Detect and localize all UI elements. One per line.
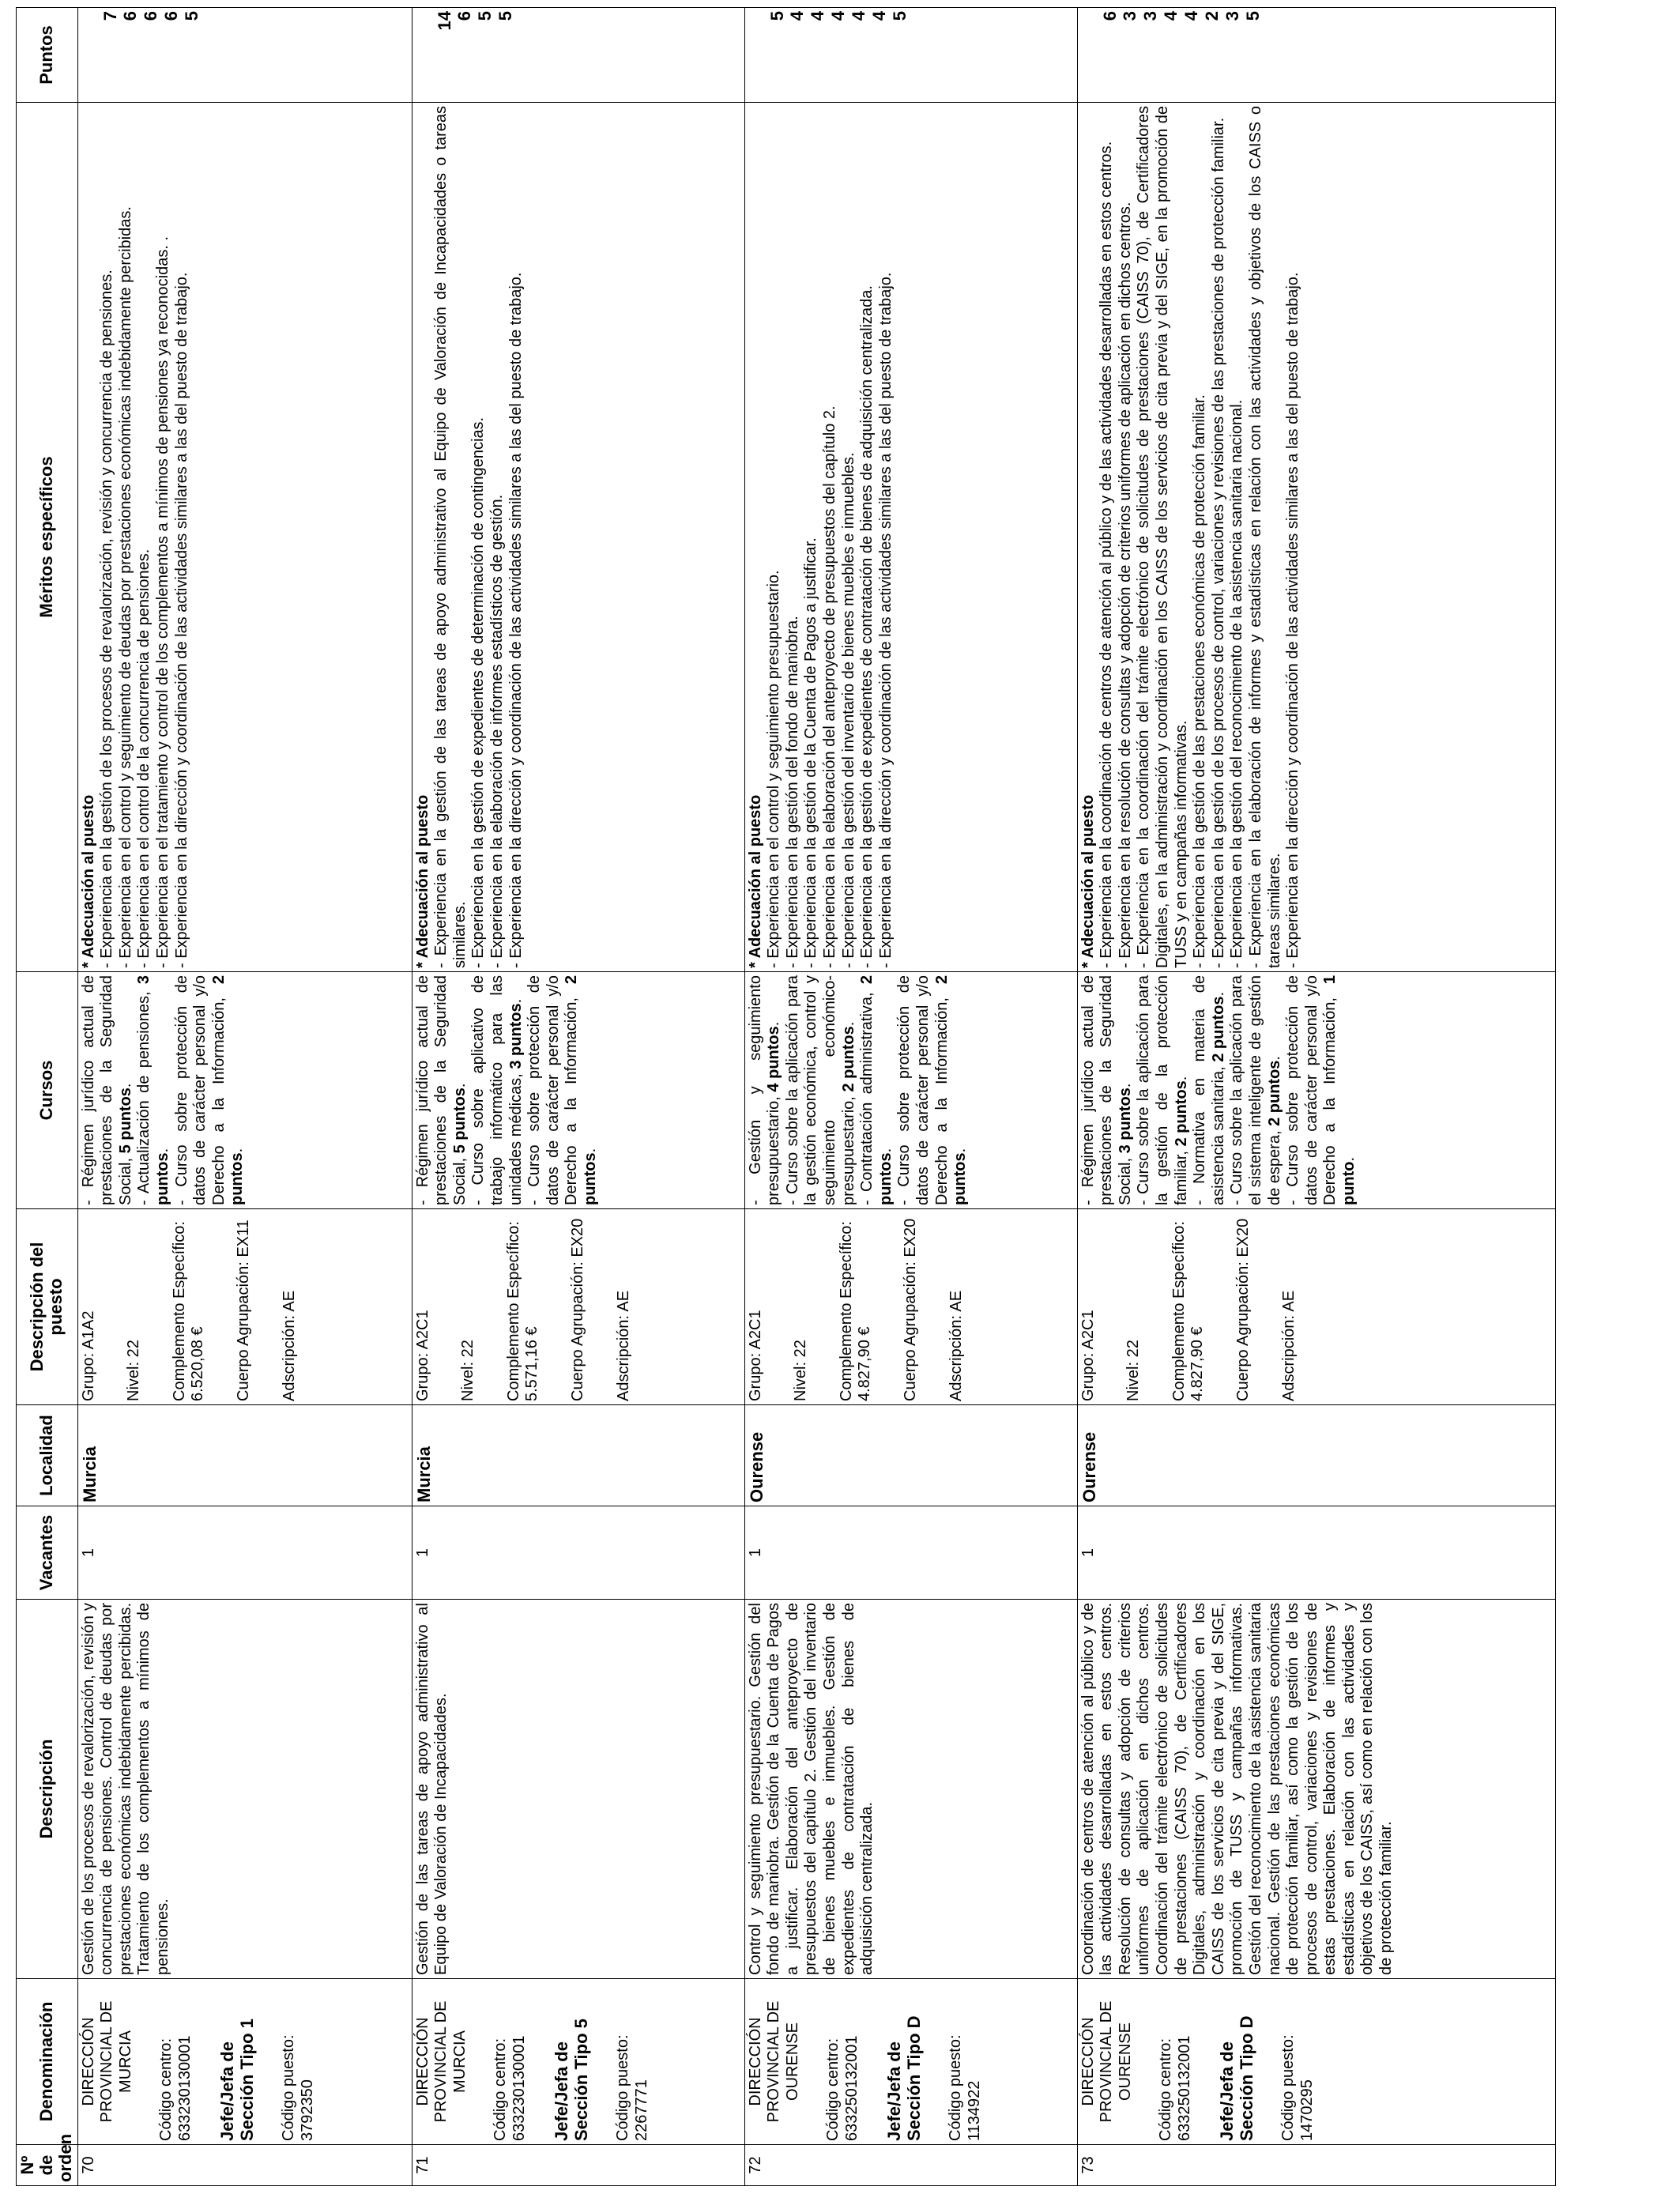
denominacion-codigo-puesto: Código puesto: 1134922 xyxy=(947,2034,984,2141)
merito-item: - Experiencia en la elaboración del anteproyecto de presupuestos del capítulo 2. xyxy=(820,405,838,968)
curso-puntos: 4 puntos xyxy=(765,1026,783,1092)
puesto-grupo: Grupo: A1A2 xyxy=(79,1310,97,1401)
curso-puntos: 3 puntos xyxy=(1116,1088,1134,1154)
curso-item xyxy=(469,975,525,1205)
cell-meritos xyxy=(77,103,412,972)
header-vacantes: Vacantes xyxy=(17,1506,78,1600)
merito-item: - Experiencia en la dirección y coordinación de las actividades similares a las del puesto de trabajo. xyxy=(172,272,190,968)
table-row xyxy=(744,8,1077,2186)
curso-end: . xyxy=(1116,1083,1134,1088)
denominacion-organismo: DIRECCIÓN PROVINCIAL DE MURCIA xyxy=(79,2000,134,2123)
curso-puntos: 2 puntos xyxy=(932,975,970,1205)
curso-text: - Curso sobre protección de datos de carácter personal y/o Derecho a la Información, xyxy=(1284,975,1339,1205)
header-descripcion-puesto: Descripción del puesto xyxy=(17,1209,78,1405)
puntos-value: 5 xyxy=(890,11,910,21)
puntos-value: 14 xyxy=(434,11,454,31)
merito-item: - Experiencia en la gestión del reconocimiento de la asistencia sanitaria nacional. xyxy=(1228,399,1246,968)
curso-end: . xyxy=(765,1021,783,1027)
puesto-cuerpo: Cuerpo Agrupación: EX20 xyxy=(901,1218,919,1401)
merito-item: - Experiencia en la dirección y coordinación de las actividades similares a las del puesto de trabajo. xyxy=(507,272,525,968)
curso-end: . xyxy=(507,998,525,1004)
puntos-value: 5 xyxy=(767,11,787,21)
curso-item xyxy=(1284,975,1358,1205)
curso-puntos: 2 puntos xyxy=(839,1026,857,1092)
cell-localidad: Murcia xyxy=(77,1405,412,1506)
curso-puntos: 2 puntos xyxy=(1265,1060,1283,1126)
puesto-adscripcion: Adscripción: AE xyxy=(947,1290,965,1401)
puesto-nivel: Nivel: 22 xyxy=(459,1340,477,1401)
plazas-table xyxy=(16,7,1556,2186)
curso-puntos: 1 punto xyxy=(1321,975,1358,1205)
cell-meritos xyxy=(744,103,1077,972)
puesto-cuerpo: Cuerpo Agrupación: EX11 xyxy=(234,1220,252,1401)
puesto-grupo: Grupo: A2C1 xyxy=(746,1310,764,1401)
cell-vacantes: 1 xyxy=(77,1506,412,1600)
curso-item xyxy=(525,975,600,1205)
meritos-title: * Adecuación al puesto xyxy=(1079,794,1097,968)
puntos-value: 4 xyxy=(1181,11,1202,21)
puesto-grupo: Grupo: A2C1 xyxy=(1079,1310,1097,1401)
curso-item xyxy=(135,975,172,1205)
curso-text: - Régimen jurídico actual de prestaciones de la Seguridad Social, xyxy=(1079,975,1134,1205)
denominacion-codigo-puesto: Código puesto: 3792350 xyxy=(280,2034,317,2141)
curso-end: . xyxy=(153,1148,171,1153)
puntos-value: 3 xyxy=(1120,11,1140,21)
curso-item xyxy=(1228,975,1284,1205)
puntos-value: 3 xyxy=(1140,11,1161,21)
table-row xyxy=(412,8,744,2186)
curso-puntos: 2 puntos xyxy=(563,975,599,1205)
cell-descripcion-puesto xyxy=(744,1209,1077,1405)
puesto-nivel: Nivel: 22 xyxy=(1124,1340,1143,1401)
puntos-value: 4 xyxy=(1161,11,1181,21)
curso-text: - Curso sobre la aplicación para la gestión de la protección familiar, xyxy=(1135,975,1190,1205)
denominacion-organismo: DIRECCIÓN PROVINCIAL DE OURENSE xyxy=(746,2000,801,2123)
cell-orden: 70 xyxy=(77,2145,412,2186)
cell-orden: 72 xyxy=(744,2145,1077,2186)
curso-item xyxy=(80,975,136,1205)
rotated-table-wrapper xyxy=(16,8,1494,2186)
curso-text: - Gestión y seguimiento presupuestario, xyxy=(746,975,783,1205)
curso-puntos: 2 puntos xyxy=(1209,996,1227,1062)
denominacion-puesto: Jefe/Jefa de Sección Tipo D xyxy=(883,2015,925,2141)
header-localidad: Localidad xyxy=(17,1405,78,1506)
cell-puntos xyxy=(744,8,1077,103)
puntos-spacer xyxy=(747,11,767,99)
cell-denominacion xyxy=(77,1979,412,2145)
merito-item: - Experiencia en la elaboración de informes y estadísticas en relación con las actividades y objetivos de los CAISS o tareas similares. xyxy=(1246,106,1283,968)
cell-descripcion-puesto xyxy=(1077,1209,1555,1405)
cell-vacantes: 1 xyxy=(1077,1506,1555,1600)
merito-item: - Experiencia en la gestión de expedientes de contratación de bienes de adquisición centralizada. xyxy=(858,285,876,968)
curso-puntos: 2 puntos xyxy=(209,975,247,1205)
cell-localidad: Ourense xyxy=(744,1405,1077,1506)
cell-descripcion: Coordinación de centros de atención al público y de las actividades desarrolladas en estos centros. Resolución de consultas y adopción de criterios uniformes de aplicación en dichos centros. Coordinación del trámite electrónico de solicitudes de prestaciones (CAISS 70), de Certificadores Digitales, administración y coordinación en los CAISS de los servicios de cita previa y del SIGE, promoción de TUSS y campañas informativas. Gestión del reconocimiento de la asistencia sanitaria nacional. Gestión de las prestaciones económicas de protección familiar, así como la gestión de los procesos de control, variaciones y revisiones de estas prestaciones. Elaboración de informes y estadísticas en relación con las actividades y objetivos de los CAISS, así como en relación con los de protección familiar. xyxy=(1077,1600,1555,1979)
cell-orden: 71 xyxy=(412,2145,744,2186)
puntos-value: 5 xyxy=(182,11,202,21)
denominacion-puesto: Jefe/Jefa de Sección Tipo 5 xyxy=(551,2019,592,2141)
cell-descripcion: Control y seguimiento presupuestario. Gestión del fondo de maniobra. Gestión de la Cuenta de Pagos a justificar. Elaboración del anteproyecto de presupuestos del capítulo 2. Gestión del inventario de bienes muebles e inmuebles. Gestión de expedientes de contratación de bienes de adquisición centralizada. xyxy=(744,1600,1077,1979)
curso-item xyxy=(1191,975,1228,1205)
puntos-value: 6 xyxy=(1099,11,1120,21)
cell-cursos xyxy=(412,972,744,1209)
denominacion-puesto: Jefe/Jefa de Sección Tipo 1 xyxy=(217,2019,258,2141)
denominacion-codigo-puesto: Código puesto: 1470295 xyxy=(1279,2034,1317,2141)
cell-cursos xyxy=(1077,972,1555,1209)
cell-puntos xyxy=(77,8,412,103)
puntos-spacer xyxy=(1079,11,1100,99)
puesto-adscripcion: Adscripción: AE xyxy=(280,1290,298,1401)
puesto-complemento: Complemento Específico: 4.827,90 € xyxy=(1170,1221,1207,1401)
puesto-complemento: Complemento Específico: 5.571,16 € xyxy=(504,1221,541,1401)
puntos-value: 2 xyxy=(1202,11,1222,21)
cell-meritos xyxy=(412,103,744,972)
puesto-cuerpo: Cuerpo Agrupación: EX20 xyxy=(1234,1218,1252,1401)
header-descripcion: Descripción xyxy=(17,1600,78,1979)
curso-puntos: 5 puntos xyxy=(116,1088,134,1154)
puesto-cuerpo: Cuerpo Agrupación: EX20 xyxy=(568,1218,586,1401)
puntos-value: 5 xyxy=(475,11,495,21)
curso-end: . xyxy=(1339,1156,1358,1162)
curso-text: - Actualización de pensiones, xyxy=(135,984,153,1205)
curso-end: . xyxy=(116,1083,134,1088)
puesto-nivel: Nivel: 22 xyxy=(792,1340,810,1401)
cell-denominacion xyxy=(412,1979,744,2145)
cell-puntos xyxy=(1077,8,1555,103)
curso-end: . xyxy=(450,1083,469,1088)
curso-puntos: 3 puntos xyxy=(135,975,171,1205)
merito-item: - Experiencia en el control y seguimiento de deudas por prestaciones económicas indebidamente percibidas. xyxy=(116,206,134,968)
header-meritos: Méritos específicos xyxy=(17,103,78,972)
curso-puntos: 3 puntos xyxy=(507,1003,525,1069)
puesto-grupo: Grupo: A2C1 xyxy=(413,1310,431,1401)
curso-puntos: 5 puntos xyxy=(450,1088,469,1154)
puntos-value: 5 xyxy=(495,11,516,21)
cell-descripcion-puesto xyxy=(412,1209,744,1405)
curso-end: . xyxy=(876,1148,895,1153)
merito-item: - Experiencia en el tratamiento y control de los complementos a mínimos de pensiones ya reconocidas. . xyxy=(153,236,171,968)
cell-cursos xyxy=(744,972,1077,1209)
puesto-adscripcion: Adscripción: AE xyxy=(614,1290,632,1401)
header-orden: Nº de orden xyxy=(17,2145,78,2186)
merito-item: - Experiencia en la gestión de las prestaciones económicas de protección familiar. xyxy=(1191,394,1209,968)
curso-end: . xyxy=(1172,1076,1190,1081)
header-denominacion: Denominación xyxy=(17,1979,78,2145)
puntos-value: 6 xyxy=(141,11,161,21)
curso-text: - Régimen jurídico actual de prestaciones de la Seguridad Social, xyxy=(79,975,134,1205)
puntos-spacer xyxy=(80,11,100,99)
curso-puntos: 2 puntos xyxy=(1172,1080,1190,1147)
merito-item: - Experiencia en la dirección y coordinación de las actividades similares a las del puesto de trabajo. xyxy=(876,272,895,968)
merito-item: - Experiencia en la gestión de expedientes de determinación de contingencias. xyxy=(469,417,488,968)
curso-item xyxy=(173,975,247,1205)
puntos-spacer xyxy=(414,11,435,99)
denominacion-organismo: DIRECCIÓN PROVINCIAL DE OURENSE xyxy=(1079,2000,1134,2123)
curso-text: - Curso sobre protección de datos de carácter personal y/o Derecho a la Información, xyxy=(895,975,951,1205)
merito-item: - Experiencia en la gestión de los procesos de control, variaciones y revisiones de las prestaciones de protección familiar. xyxy=(1209,117,1227,968)
curso-end: . xyxy=(1265,1056,1283,1061)
curso-item xyxy=(414,975,470,1205)
puesto-complemento: Complemento Específico: 4.827,90 € xyxy=(837,1221,874,1401)
meritos-title: * Adecuación al puesto xyxy=(79,794,97,968)
curso-text: - Curso sobre la aplicación para la gestión económica, control y seguimiento económico-presupuestario, xyxy=(783,975,857,1205)
cell-vacantes: 1 xyxy=(412,1506,744,1600)
meritos-title: * Adecuación al puesto xyxy=(746,794,764,968)
merito-item: - Experiencia en la dirección y coordinación de las actividades similares a las del puesto de trabajo. xyxy=(1284,272,1302,968)
merito-item: - Experiencia en la gestión de la Cuenta de Pagos a justificar. xyxy=(802,537,820,968)
curso-text: - Curso sobre aplicativo de trabajo informático para las unidades médicas, xyxy=(469,975,525,1205)
merito-item: - Experiencia en la coordinación de centros de atención al público y de las actividades desarrolladas en estos centros. xyxy=(1098,141,1116,968)
curso-item xyxy=(858,975,895,1205)
puntos-value: 4 xyxy=(808,11,828,21)
curso-text: - Contratación administrativa, xyxy=(858,984,876,1205)
merito-item: - Experiencia en la elaboración de informes estadísticos de gestión. xyxy=(488,494,506,968)
merito-item: - Experiencia en la gestión de las tareas de apoyo administrativo al Equipo de Valoración de Incapacidades o tareas similares. xyxy=(432,106,469,968)
curso-end: . xyxy=(951,1148,970,1153)
table-row xyxy=(77,8,412,2186)
puntos-value: 7 xyxy=(100,11,120,21)
curso-item xyxy=(784,975,858,1205)
cell-puntos xyxy=(412,8,744,103)
curso-end: . xyxy=(581,1148,599,1153)
denominacion-organismo: DIRECCIÓN PROVINCIAL DE MURCIA xyxy=(413,2000,469,2123)
cell-vacantes: 1 xyxy=(744,1506,1077,1600)
header-cursos: Cursos xyxy=(17,972,78,1209)
merito-item: - Experiencia en el control de la concurrencia de pensiones. xyxy=(135,548,153,968)
curso-end: . xyxy=(1209,991,1227,997)
curso-end: . xyxy=(839,1021,857,1027)
cell-meritos xyxy=(1077,103,1555,972)
puntos-value: 5 xyxy=(1243,11,1264,21)
denominacion-codigo-puesto: Código puesto: 2267771 xyxy=(614,2034,651,2141)
denominacion-codigo-centro: Código centro: 633230130001 xyxy=(492,2035,528,2141)
header-row xyxy=(17,8,78,2186)
table-body xyxy=(77,8,1555,2186)
curso-text: - Curso sobre protección de datos de carácter personal y/o Derecho a la Información, xyxy=(525,975,581,1205)
denominacion-codigo-centro: Código centro: 633250132001 xyxy=(1157,2035,1193,2141)
merito-item: - Experiencia en la coordinación del trámite electrónico de solicitudes de prestaciones (CAISS 70), de Certificadores Digitales, en la administración y coordinación en los CAISS de los servicios de cita previa y del SIGE, en la promoción de TUSS y en campañas informativas. xyxy=(1135,106,1190,968)
puntos-value: 4 xyxy=(869,11,890,21)
meritos-title: * Adecuación al puesto xyxy=(413,794,431,968)
puntos-value: 4 xyxy=(787,11,808,21)
cell-orden: 73 xyxy=(1077,2145,1555,2186)
curso-item xyxy=(1135,975,1191,1205)
puntos-value: 4 xyxy=(849,11,869,21)
curso-item xyxy=(895,975,970,1205)
curso-end: . xyxy=(228,1148,247,1153)
cell-descripcion: Gestión de las tareas de apoyo administrativo al Equipo de Valoración de Incapacidades. xyxy=(412,1600,744,1979)
curso-item xyxy=(747,975,784,1205)
puntos-value: 6 xyxy=(454,11,475,21)
cell-localidad: Murcia xyxy=(412,1405,744,1506)
puesto-nivel: Nivel: 22 xyxy=(125,1340,143,1401)
puesto-complemento: Complemento Específico: 6.520,08 € xyxy=(170,1221,207,1401)
curso-text: - Régimen jurídico actual de prestaciones de la Seguridad Social, xyxy=(413,975,469,1205)
merito-item: - Experiencia en la gestión del inventario de bienes muebles e inmuebles. xyxy=(839,452,857,968)
denominacion-codigo-centro: Código centro: 633230130001 xyxy=(157,2035,194,2141)
curso-text: - Curso sobre protección de datos de carácter personal y/o Derecho a la Información, xyxy=(172,975,228,1205)
puesto-adscripcion: Adscripción: AE xyxy=(1279,1290,1298,1401)
cell-cursos xyxy=(77,972,412,1209)
merito-item: - Experiencia en el control y seguimiento presupuestario. xyxy=(765,570,783,968)
cell-localidad: Ourense xyxy=(1077,1405,1555,1506)
denominacion-codigo-centro: Código centro: 633250132001 xyxy=(824,2035,861,2141)
puntos-value: 3 xyxy=(1222,11,1243,21)
merito-item: - Experiencia en la gestión de los procesos de revalorización, revisión y concurrencia de pensiones. xyxy=(98,270,116,968)
denominacion-puesto: Jefe/Jefa de Sección Tipo D xyxy=(1216,2015,1257,2141)
puntos-value: 6 xyxy=(161,11,182,21)
curso-item xyxy=(1079,975,1136,1205)
cell-descripcion-puesto xyxy=(77,1209,412,1405)
merito-item: - Experiencia en la resolución de consultas y adopción de criterios uniformes de aplicación en dichos centros. xyxy=(1116,202,1134,968)
curso-text: - Curso sobre la aplicación para el sistema inteligente de gestión de espera, xyxy=(1228,975,1283,1205)
curso-puntos: 2 puntos xyxy=(858,975,895,1205)
curso-text: - Normativa en materia de asistencia sanitaria, xyxy=(1191,975,1227,1205)
cell-denominacion xyxy=(1077,1979,1555,2145)
puntos-value: 6 xyxy=(120,11,141,21)
merito-item: - Experiencia en la gestión del fondo de maniobra. xyxy=(783,616,801,968)
header-puntos: Puntos xyxy=(17,8,78,103)
cell-descripcion: Gestión de los procesos de revalorización, revisión y concurrencia de pensiones. Control de deudas por prestaciones económicas indebidamente percibidas. Tratamiento de los complementos a mínimos de pensiones. xyxy=(77,1600,412,1979)
table-row xyxy=(1077,8,1555,2186)
cell-denominacion xyxy=(744,1979,1077,2145)
puntos-value: 4 xyxy=(828,11,849,21)
